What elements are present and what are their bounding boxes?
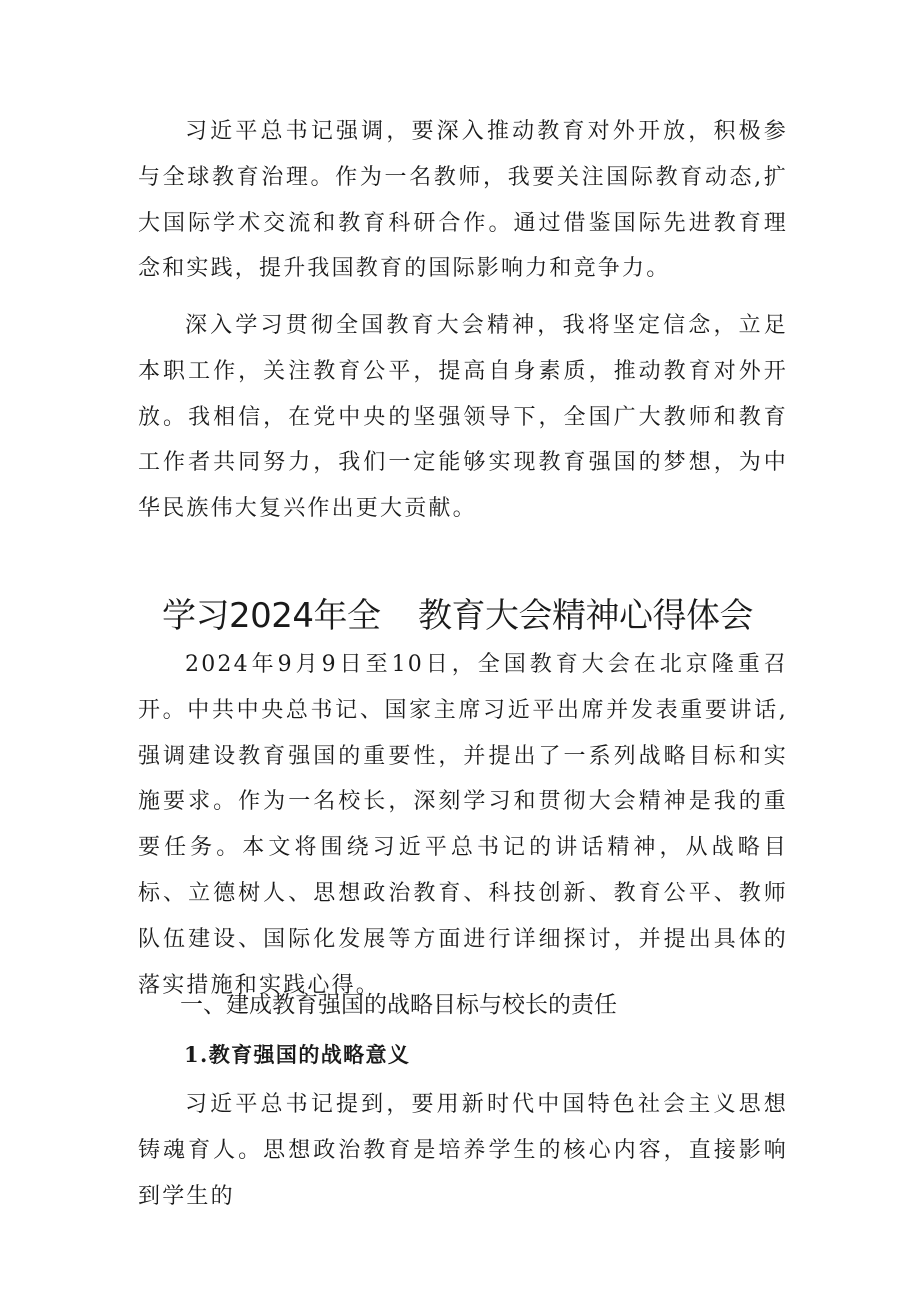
body-paragraph: 深入学习贯彻全国教育大会精神，我将坚定信念，立足本职工作，关注教育公平，提高自身素质，推动教育对外开放。我相信，在党中央的坚强领导下，全国广大教师和教育工作者共同努力，我们一定能够实现教育强国的梦想，为中华民族伟大复兴作出更大贡献。 (138, 313, 788, 522)
section-heading: 一、建成教育强国的战略目标与校长的责任 (180, 992, 617, 1018)
subsection-heading: 1.教育强国的战略意义 (184, 1042, 411, 1067)
body-paragraph: 习近平总书记强调，要深入推动教育对外开放，积极参与全球教育治理。作为一名教师，我要关注国际教育动态,扩大国际学术交流和教育科研合作。通过借鉴国际先进教育理念和实践，提升我国教育的国际影响力和竞争力。 (138, 119, 788, 282)
body-paragraph: 2024年9月9日至10日，全国教育大会在北京隆重召开。中共中央总书记、国家主席习近平出席并发表重要讲话,强调建设教育强国的重要性，并提出了一系列战略目标和实施要求。作为一名校长，深刻学习和贯彻大会精神是我的重要任务。本文将围绕习近平总书记的讲话精神，从战略目标、立德树人、思想政治教育、科技创新、教育公平、教师队伍建设、国际化发展等方面进行详细探讨，并提出具体的落实措施和实践心得。 (138, 652, 788, 998)
article-title-part-1: 学习2024年全 (162, 596, 381, 636)
article-title-part-2: 教育大会精神心得体会 (418, 596, 753, 636)
body-paragraph: 习近平总书记提到，要用新时代中国特色社会主义思想铸魂育人。思想政治教育是培养学生的核心内容，直接影响到学生的 (138, 1092, 788, 1209)
